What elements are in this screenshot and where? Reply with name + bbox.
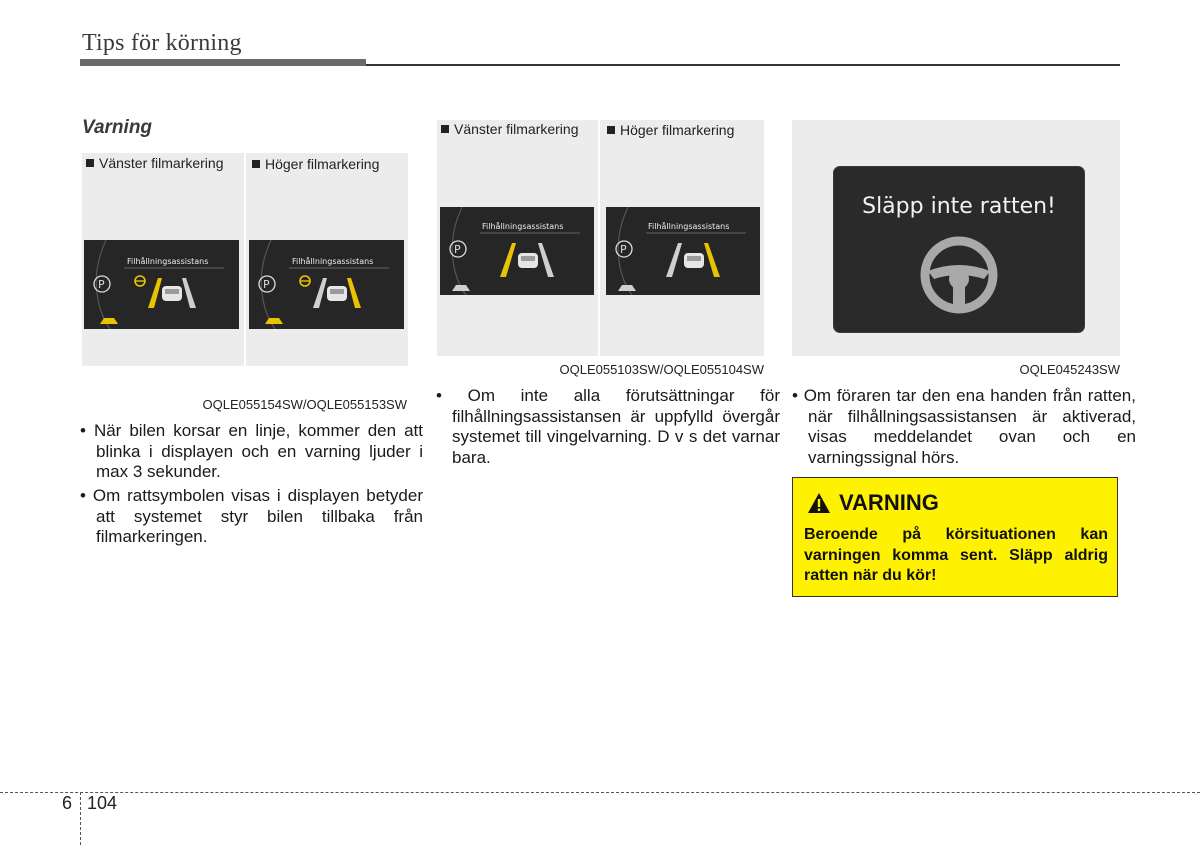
hands-off-message: Släpp inte ratten! [862, 194, 1056, 219]
figure-1-left-cluster-display [84, 240, 239, 329]
warning-title: VARNING [807, 490, 939, 516]
display-title: Filhållningsassistans [648, 222, 730, 231]
right-lane-line [182, 278, 196, 308]
page-header-title: Tips för körning [82, 30, 242, 56]
column-1-bullet-1: • När bilen korsar en linje, kommer den att blinka i displayen och en varning ljuder i max 3 sekunder. [80, 421, 423, 481]
figure-1-right-cluster-display [249, 240, 404, 329]
figure-1-code: OQLE055154SW/OQLE055153SW [202, 397, 407, 412]
figure-1-right-caption: Höger filmarkering [252, 156, 379, 172]
square-bullet-icon [607, 126, 615, 134]
warning-triangle-icon [807, 492, 831, 514]
column-2-bullet-1: • Om inte alla förutsättningar för filhållningsassistansen är uppfylld övergår systemet till vingelvarning. D v s det varnar bara. [436, 386, 780, 467]
left-lane-line [500, 243, 516, 277]
figure-1-left-caption: Vänster filmarkering [86, 155, 224, 171]
warning-text: Beroende på körsituationen kan varningen komma sent. Släpp aldrig ratten när du kör! [804, 526, 1108, 584]
figure-3-code: OQLE045243SW [1019, 362, 1120, 377]
figure-2-left-cluster-display [440, 207, 594, 295]
page-number: 104 [87, 793, 118, 813]
header-bar [80, 59, 366, 66]
figure-2-code: OQLE055103SW/OQLE055104SW [559, 362, 764, 377]
square-bullet-icon [441, 125, 449, 133]
steering-wheel-icon [925, 241, 993, 309]
figure-2-left-caption: Vänster filmarkering [441, 121, 579, 137]
lane-assist-icon [618, 285, 636, 291]
footer-dashed-rule [0, 792, 1200, 793]
svg-text:P: P [263, 278, 270, 291]
section-heading: Varning [82, 117, 153, 138]
figure-2-right-caption: Höger filmarkering [607, 122, 734, 138]
display-title: Filhållningsassistans [482, 222, 564, 231]
display-title: Filhållningsassistans [127, 257, 209, 266]
svg-text:P: P [454, 243, 461, 256]
right-lane-line [704, 243, 720, 277]
chapter-number: 6 [62, 793, 73, 813]
display-title: Filhållningsassistans [292, 257, 374, 266]
header-rule [366, 64, 1120, 66]
left-lane-line [313, 278, 327, 308]
lane-assist-icon [100, 318, 118, 324]
left-lane-line [666, 243, 682, 277]
figure-2-right-cluster-display [606, 207, 760, 295]
lane-assist-icon [265, 318, 283, 324]
square-bullet-icon [86, 159, 94, 167]
right-lane-line [538, 243, 554, 277]
column-3-bullet-1: • Om föraren tar den ena handen från ratten, när filhållningsassistansen är aktiverad, visas meddelandet ovan och en varningssignal hörs. [792, 386, 1136, 467]
footer-dashed-divider [80, 792, 81, 845]
svg-text:P: P [620, 243, 627, 256]
warning-box [792, 477, 1118, 597]
lane-assist-icon [452, 285, 470, 291]
left-lane-line [148, 278, 162, 308]
message-display-screen [833, 166, 1085, 333]
right-lane-line [347, 278, 361, 308]
column-1-bullet-2: • Om rattsymbolen visas i displayen betyder att systemet styr bilen tillbaka från filmarkeringen. [80, 486, 423, 546]
svg-text:P: P [98, 278, 105, 291]
square-bullet-icon [252, 160, 260, 168]
